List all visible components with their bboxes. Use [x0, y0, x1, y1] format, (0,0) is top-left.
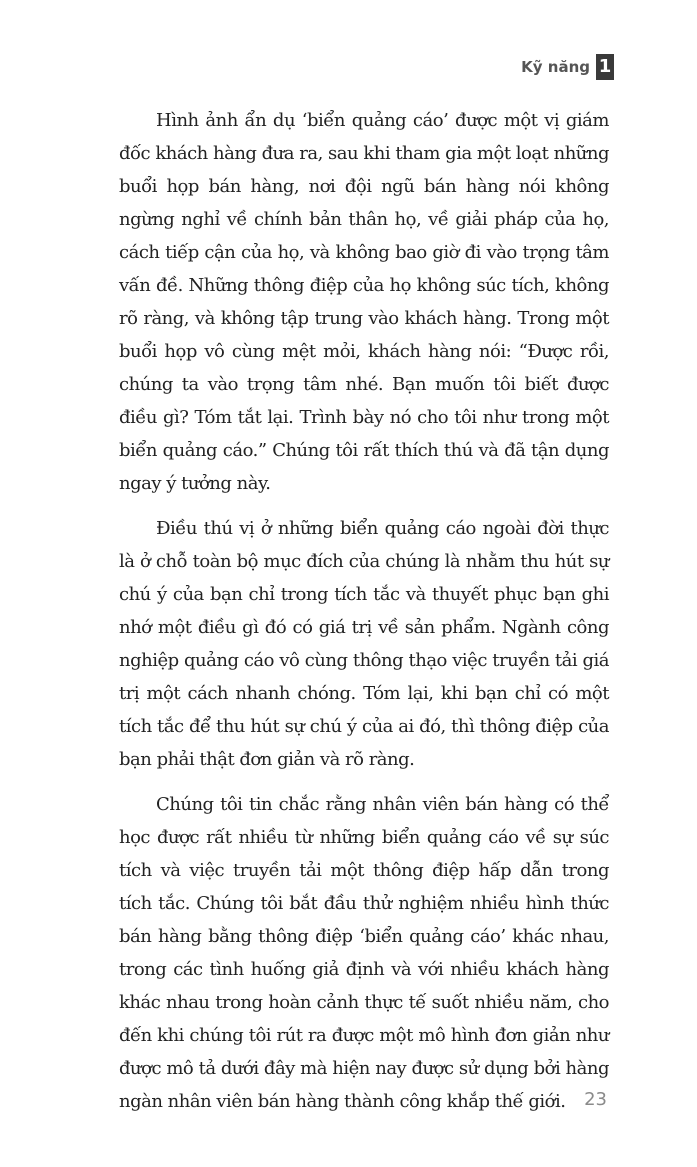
page-number: 23 [584, 1089, 607, 1110]
chapter-header [521, 54, 614, 80]
chapter-label: Kỹ năng [521, 58, 590, 76]
chapter-number-badge: 1 [596, 54, 614, 80]
paragraph-2: Điều thú vị ở những biển quảng cáo ngoài đời thực là ở chỗ toàn bộ mục đích của chúng là nhằm thu hút sự chú ý của bạn chỉ trong tích tắc và thuyết phục bạn ghi nhớ một điều gì đó có giá trị về sản phẩm. Ngành công nghiệp quảng cáo vô cùng thông thạo việc truyền tải giá trị một cách nhanh chóng. Tóm lại, khi bạn chỉ có một tích tắc để thu hút sự chú ý của ai đó, thì thông điệp của bạn phải thật đơn giản và rõ ràng. [119, 518, 609, 770]
paragraph-1: Hình ảnh ẩn dụ ‘biển quảng cáo’ được một vị giám đốc khách hàng đưa ra, sau khi tham gia một loạt những buổi họp bán hàng, nơi đội ngũ bán hàng nói không ngừng nghỉ về chính bản thân họ, về giải pháp của họ, cách tiếp cận của họ, và không bao giờ đi vào trọng tâm vấn đề. Những thông điệp của họ không súc tích, không rõ ràng, và không tập trung vào khách hàng. Trong một buổi họp vô cùng mệt mỏi, khách hàng nói: “Được rồi, chúng ta vào trọng tâm nhé. Bạn muốn tôi biết được điều gì? Tóm tắt lại. Trình bày nó cho tôi như trong một biển quảng cáo.” Chúng tôi rất thích thú và đã tận dụng ngay ý tưởng này. [119, 110, 609, 494]
paragraph-3: Chúng tôi tin chắc rằng nhân viên bán hàng có thể học được rất nhiều từ những biển quảng cáo về sự súc tích và việc truyền tải một thông điệp hấp dẫn trong tích tắc. Chúng tôi bắt đầu thử nghiệm nhiều hình thức bán hàng bằng thông điệp ‘biển quảng cáo’ khác nhau, trong các tình huống giả định và với nhiều khách hàng khác nhau trong hoàn cảnh thực tế suốt nhiều năm, cho đến khi chúng tôi rút ra được một mô hình đơn giản như được mô tả dưới đây mà hiện nay được sử dụng bởi hàng ngàn nhân viên bán hàng thành công khắp thế giới. [119, 794, 609, 1112]
body-text [119, 104, 609, 1130]
